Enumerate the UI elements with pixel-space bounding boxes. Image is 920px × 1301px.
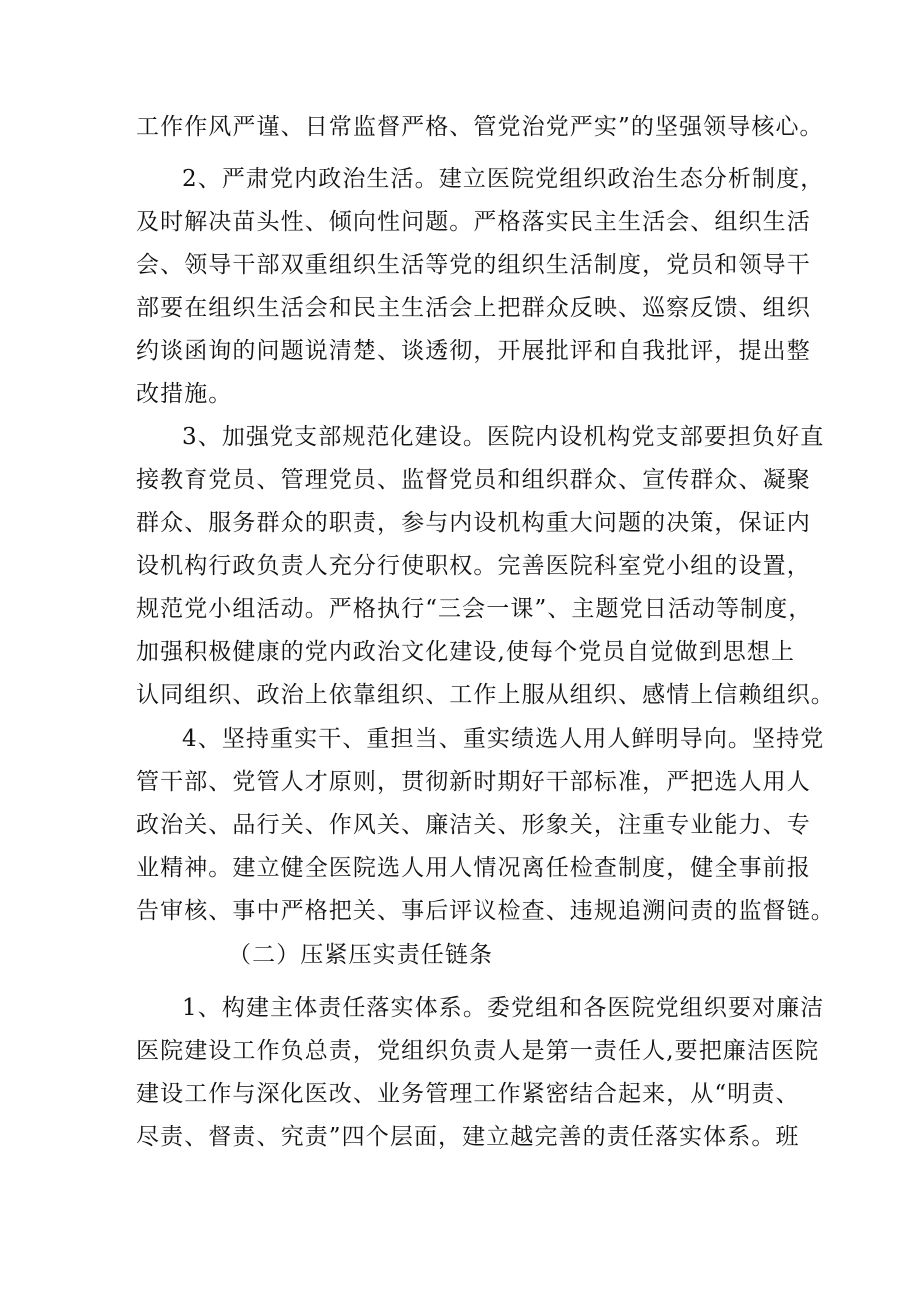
- paragraph-3-branch-building: [136, 416, 835, 717]
- text-line: 3、加强党支部规范化建设。医院内设机构党支部要担负好直: [182, 424, 825, 450]
- text-line: 认同组织、政治上依靠组织、工作上服从组织、感情上信赖组织。: [136, 682, 835, 708]
- text-line: 告审核、事中严格把关、事后评议检查、违规追溯问责的监督链。: [136, 898, 835, 924]
- text-line: 2、严肃党内政治生活。建立医院党组织政治生态分析制度，: [182, 166, 825, 192]
- text-line: 及时解决苗头性、倾向性问题。严格落实民主生活会、组织生活: [136, 209, 811, 235]
- heading-text: （二）压紧压实责任链条: [228, 942, 494, 968]
- text-line: 接教育党员、管理党员、监督党员和组织群众、宣传群众、凝聚: [136, 467, 811, 493]
- text-line: 群众、服务群众的职责，参与内设机构重大问题的决策，保证内: [136, 510, 811, 536]
- text-line: 会、领导干部双重组织生活等党的组织生活制度，党员和领导干: [136, 252, 811, 278]
- text-line: 部要在组织生活会和民主生活会上把群众反映、巡察反馈、组织: [136, 295, 811, 321]
- text-line: 1、构建主体责任落实体系。委党组和各医院党组织要对廉洁: [182, 995, 825, 1021]
- paragraph-2-political-life: [136, 158, 825, 416]
- section-heading: [136, 934, 792, 977]
- paragraph-4-personnel-selection: [136, 718, 835, 933]
- text-line: 约谈函询的问题说清楚、谈透彻，开展批评和自我批评，提出整: [136, 338, 811, 364]
- text-line: 改措施。: [136, 381, 233, 407]
- text-line: 加强积极健康的党内政治文化建设,使每个党员自觉做到思想上: [136, 639, 796, 665]
- text-line: 建设工作与深化医改、业务管理工作紧密结合起来，从“明责、: [136, 1081, 800, 1107]
- text-line: 医院建设工作负总责，党组织负责人是第一责任人,要把廉洁医院: [136, 1038, 820, 1064]
- text-line: 管干部、党管人才原则，贯彻新时期好干部标准，严把选人用人: [136, 769, 811, 795]
- text-line: 规范党小组活动。严格执行“三会一课”、主题党日活动等制度，: [136, 596, 813, 622]
- text-line: 政治关、品行关、作风关、廉洁关、形象关，注重专业能力、专: [136, 812, 811, 838]
- text-line: 工作作风严谨、日常监督严格、管党治党严实”的坚强领导核心。: [136, 114, 824, 140]
- paragraph-continuation: [136, 106, 824, 149]
- text-line: 4、坚持重实干、重担当、重实绩选人用人鲜明导向。坚持党: [182, 726, 825, 752]
- text-line: 设机构行政负责人充分行使职权。完善医院科室党小组的设置，: [136, 553, 811, 579]
- text-line: 尽责、督责、究责”四个层面，建立越完善的责任落实体系。班: [136, 1124, 800, 1150]
- text-line: 业精神。建立健全医院选人用人情况离任检查制度，健全事前报: [136, 855, 811, 881]
- paragraph-1-responsibility-system: [136, 987, 825, 1159]
